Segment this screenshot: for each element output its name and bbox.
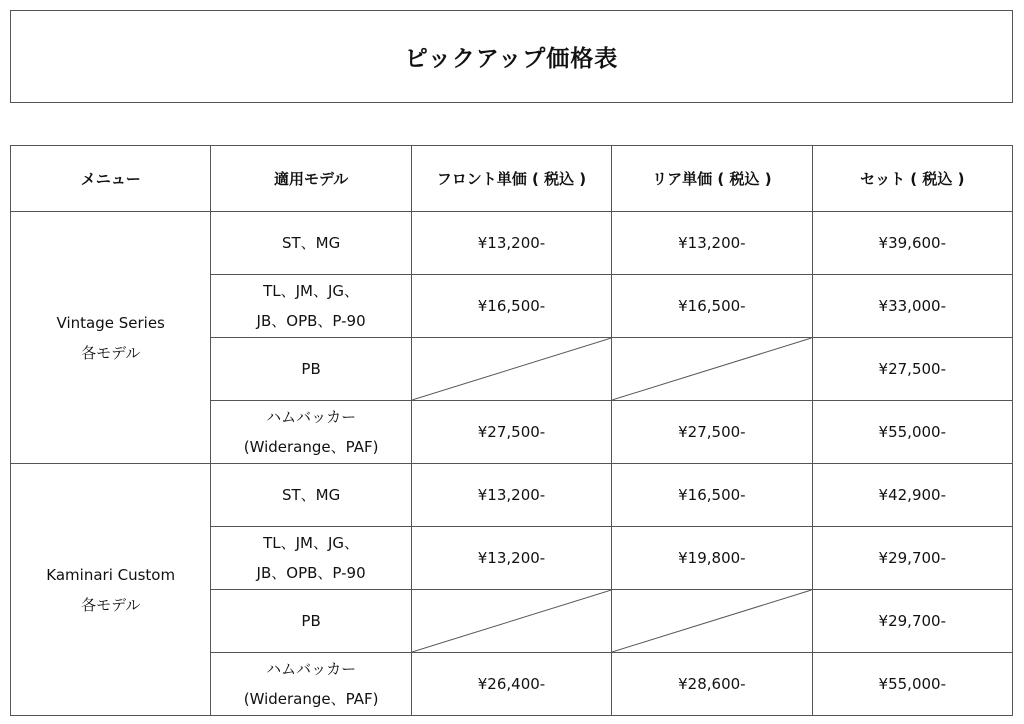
header-rear-price: リア単価 ( 税込 ) xyxy=(612,146,812,212)
set-price-cell: ¥27,500- xyxy=(812,338,1012,401)
model-cell xyxy=(211,338,411,401)
set-price-cell: ¥55,000- xyxy=(812,401,1012,464)
front-price-cell: ¥13,200- xyxy=(411,527,611,590)
front-price-cell-na xyxy=(411,590,611,653)
model-text: ハムバッカー xyxy=(266,408,357,426)
rear-price-cell: ¥28,600- xyxy=(612,653,812,716)
table-row xyxy=(11,464,1013,527)
rear-price-cell: ¥16,500- xyxy=(612,464,812,527)
series-subtitle: 各モデル xyxy=(81,595,141,614)
front-price-cell-na xyxy=(411,338,611,401)
title-box xyxy=(10,10,1013,103)
rear-price-cell: ¥19,800- xyxy=(612,527,812,590)
set-price-cell: ¥42,900- xyxy=(812,464,1012,527)
model-text: JB、OPB、P-90 xyxy=(256,312,366,330)
model-text: JB、OPB、P-90 xyxy=(256,564,366,582)
header-set-price: セット ( 税込 ) xyxy=(812,146,1012,212)
set-price-cell: ¥33,000- xyxy=(812,275,1012,338)
set-price-cell: ¥55,000- xyxy=(812,653,1012,716)
model-cell xyxy=(211,590,411,653)
model-text: TL、JM、JG、 xyxy=(263,534,360,552)
header-model: 適用モデル xyxy=(211,146,411,212)
set-price-cell: ¥39,600- xyxy=(812,212,1012,275)
model-cell xyxy=(211,401,411,464)
rear-price-cell: ¥16,500- xyxy=(612,275,812,338)
model-text: TL、JM、JG、 xyxy=(263,282,360,300)
model-cell xyxy=(211,212,411,275)
front-price-cell: ¥13,200- xyxy=(411,464,611,527)
table-row xyxy=(11,212,1013,275)
series-cell xyxy=(11,212,211,464)
diagonal-slash xyxy=(612,590,811,652)
page-title: ピックアップ価格表 xyxy=(404,46,619,72)
front-price-cell: ¥26,400- xyxy=(411,653,611,716)
model-text: (Widerange、PAF) xyxy=(243,438,379,456)
header-menu: メニュー xyxy=(11,146,211,212)
front-price-cell: ¥27,500- xyxy=(411,401,611,464)
model-text: PB xyxy=(301,612,321,630)
model-cell xyxy=(211,527,411,590)
series-name: Kaminari Custom xyxy=(46,565,176,584)
set-price-cell: ¥29,700- xyxy=(812,527,1012,590)
model-text: ST、MG xyxy=(281,234,341,252)
diagonal-slash xyxy=(612,338,811,400)
price-table xyxy=(10,145,1013,716)
model-text: PB xyxy=(301,360,321,378)
series-name: Vintage Series xyxy=(56,313,165,332)
model-text: ハムバッカー xyxy=(266,660,357,678)
table-header-row xyxy=(11,146,1013,212)
front-price-cell: ¥16,500- xyxy=(411,275,611,338)
diagonal-slash xyxy=(412,338,611,400)
model-cell xyxy=(211,275,411,338)
rear-price-cell: ¥27,500- xyxy=(612,401,812,464)
model-text: ST、MG xyxy=(281,486,341,504)
model-cell xyxy=(211,653,411,716)
series-cell xyxy=(11,464,211,716)
front-price-cell: ¥13,200- xyxy=(411,212,611,275)
rear-price-cell-na xyxy=(612,590,812,653)
model-cell xyxy=(211,464,411,527)
diagonal-slash xyxy=(412,590,611,652)
rear-price-cell-na xyxy=(612,338,812,401)
rear-price-cell: ¥13,200- xyxy=(612,212,812,275)
set-price-cell: ¥29,700- xyxy=(812,590,1012,653)
header-front-price: フロント単価 ( 税込 ) xyxy=(411,146,611,212)
series-subtitle: 各モデル xyxy=(81,343,141,362)
model-text: (Widerange、PAF) xyxy=(243,690,379,708)
